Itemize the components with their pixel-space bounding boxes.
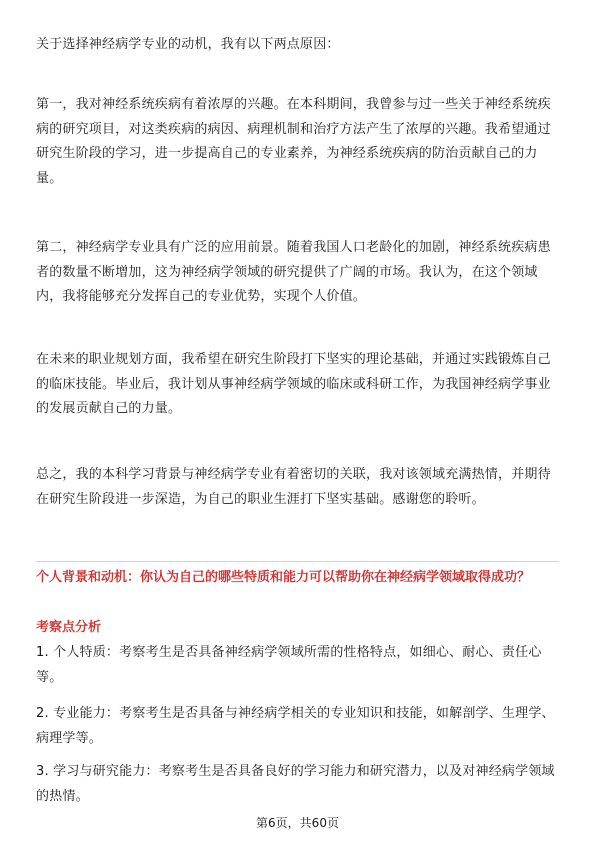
intro-paragraph: 关于选择神经病学专业的动机，我有以下两点原因：	[36, 37, 340, 52]
paragraph-conclusion: 总之，我的本科学习背景与神经病学专业有着密切的关联，我对该领域充满热情，并期待在研究生阶段进一步深造，为自己的职业生涯打下坚实基础。感谢您的聆听。	[36, 467, 551, 507]
section-divider	[36, 561, 559, 562]
paragraph-second-reason: 第二，神经病学专业具有广泛的应用前景。随着我国人口老龄化的加剧，神经系统疾病患者的数量不断增加，这为神经病学领域的研究提供了广阔的市场。我认为，在这个领域内，我将能够充分发挥自己的专业优势，实现个人价值。	[36, 240, 551, 304]
analysis-item: 1. 个人特质：考察考生是否具备神经病学领域所需的性格特点，如细心、耐心、责任心等。	[36, 645, 542, 685]
analysis-item: 2. 专业能力：考察考生是否具备与神经病学相关的专业知识和技能，如解剖学、生理学、病理学等。	[36, 706, 555, 746]
analysis-item: 3. 学习与研究能力：考察考生是否具备良好的学习能力和研究潜力，以及对神经病学领域的热情。	[36, 764, 555, 804]
analysis-heading: 考察点分析	[36, 620, 102, 635]
paragraph-first-reason: 第一，我对神经系统疾病有着浓厚的兴趣。在本科期间，我曾参与过一些关于神经系统疾病的研究项目，对这类疾病的病因、病理机制和治疗方法产生了浓厚的兴趣。我希望通过研究生阶段的学习，进一步提高自己的专业素养，为神经系统疾病的防治贡献自己的力量。	[36, 97, 551, 186]
paragraph-career-plan: 在未来的职业规划方面，我希望在研究生阶段打下坚实的理论基础，并通过实践锻炼自己的临床技能。毕业后，我计划从事神经病学领域的临床或科研工作，为我国神经病学事业的发展贡献自己的力量。	[36, 352, 551, 416]
page-number: 第6页，共60页	[256, 816, 339, 830]
question-title: 个人背景和动机：你认为自己的哪些特质和能力可以帮助你在神经病学领域取得成功？	[36, 570, 531, 585]
